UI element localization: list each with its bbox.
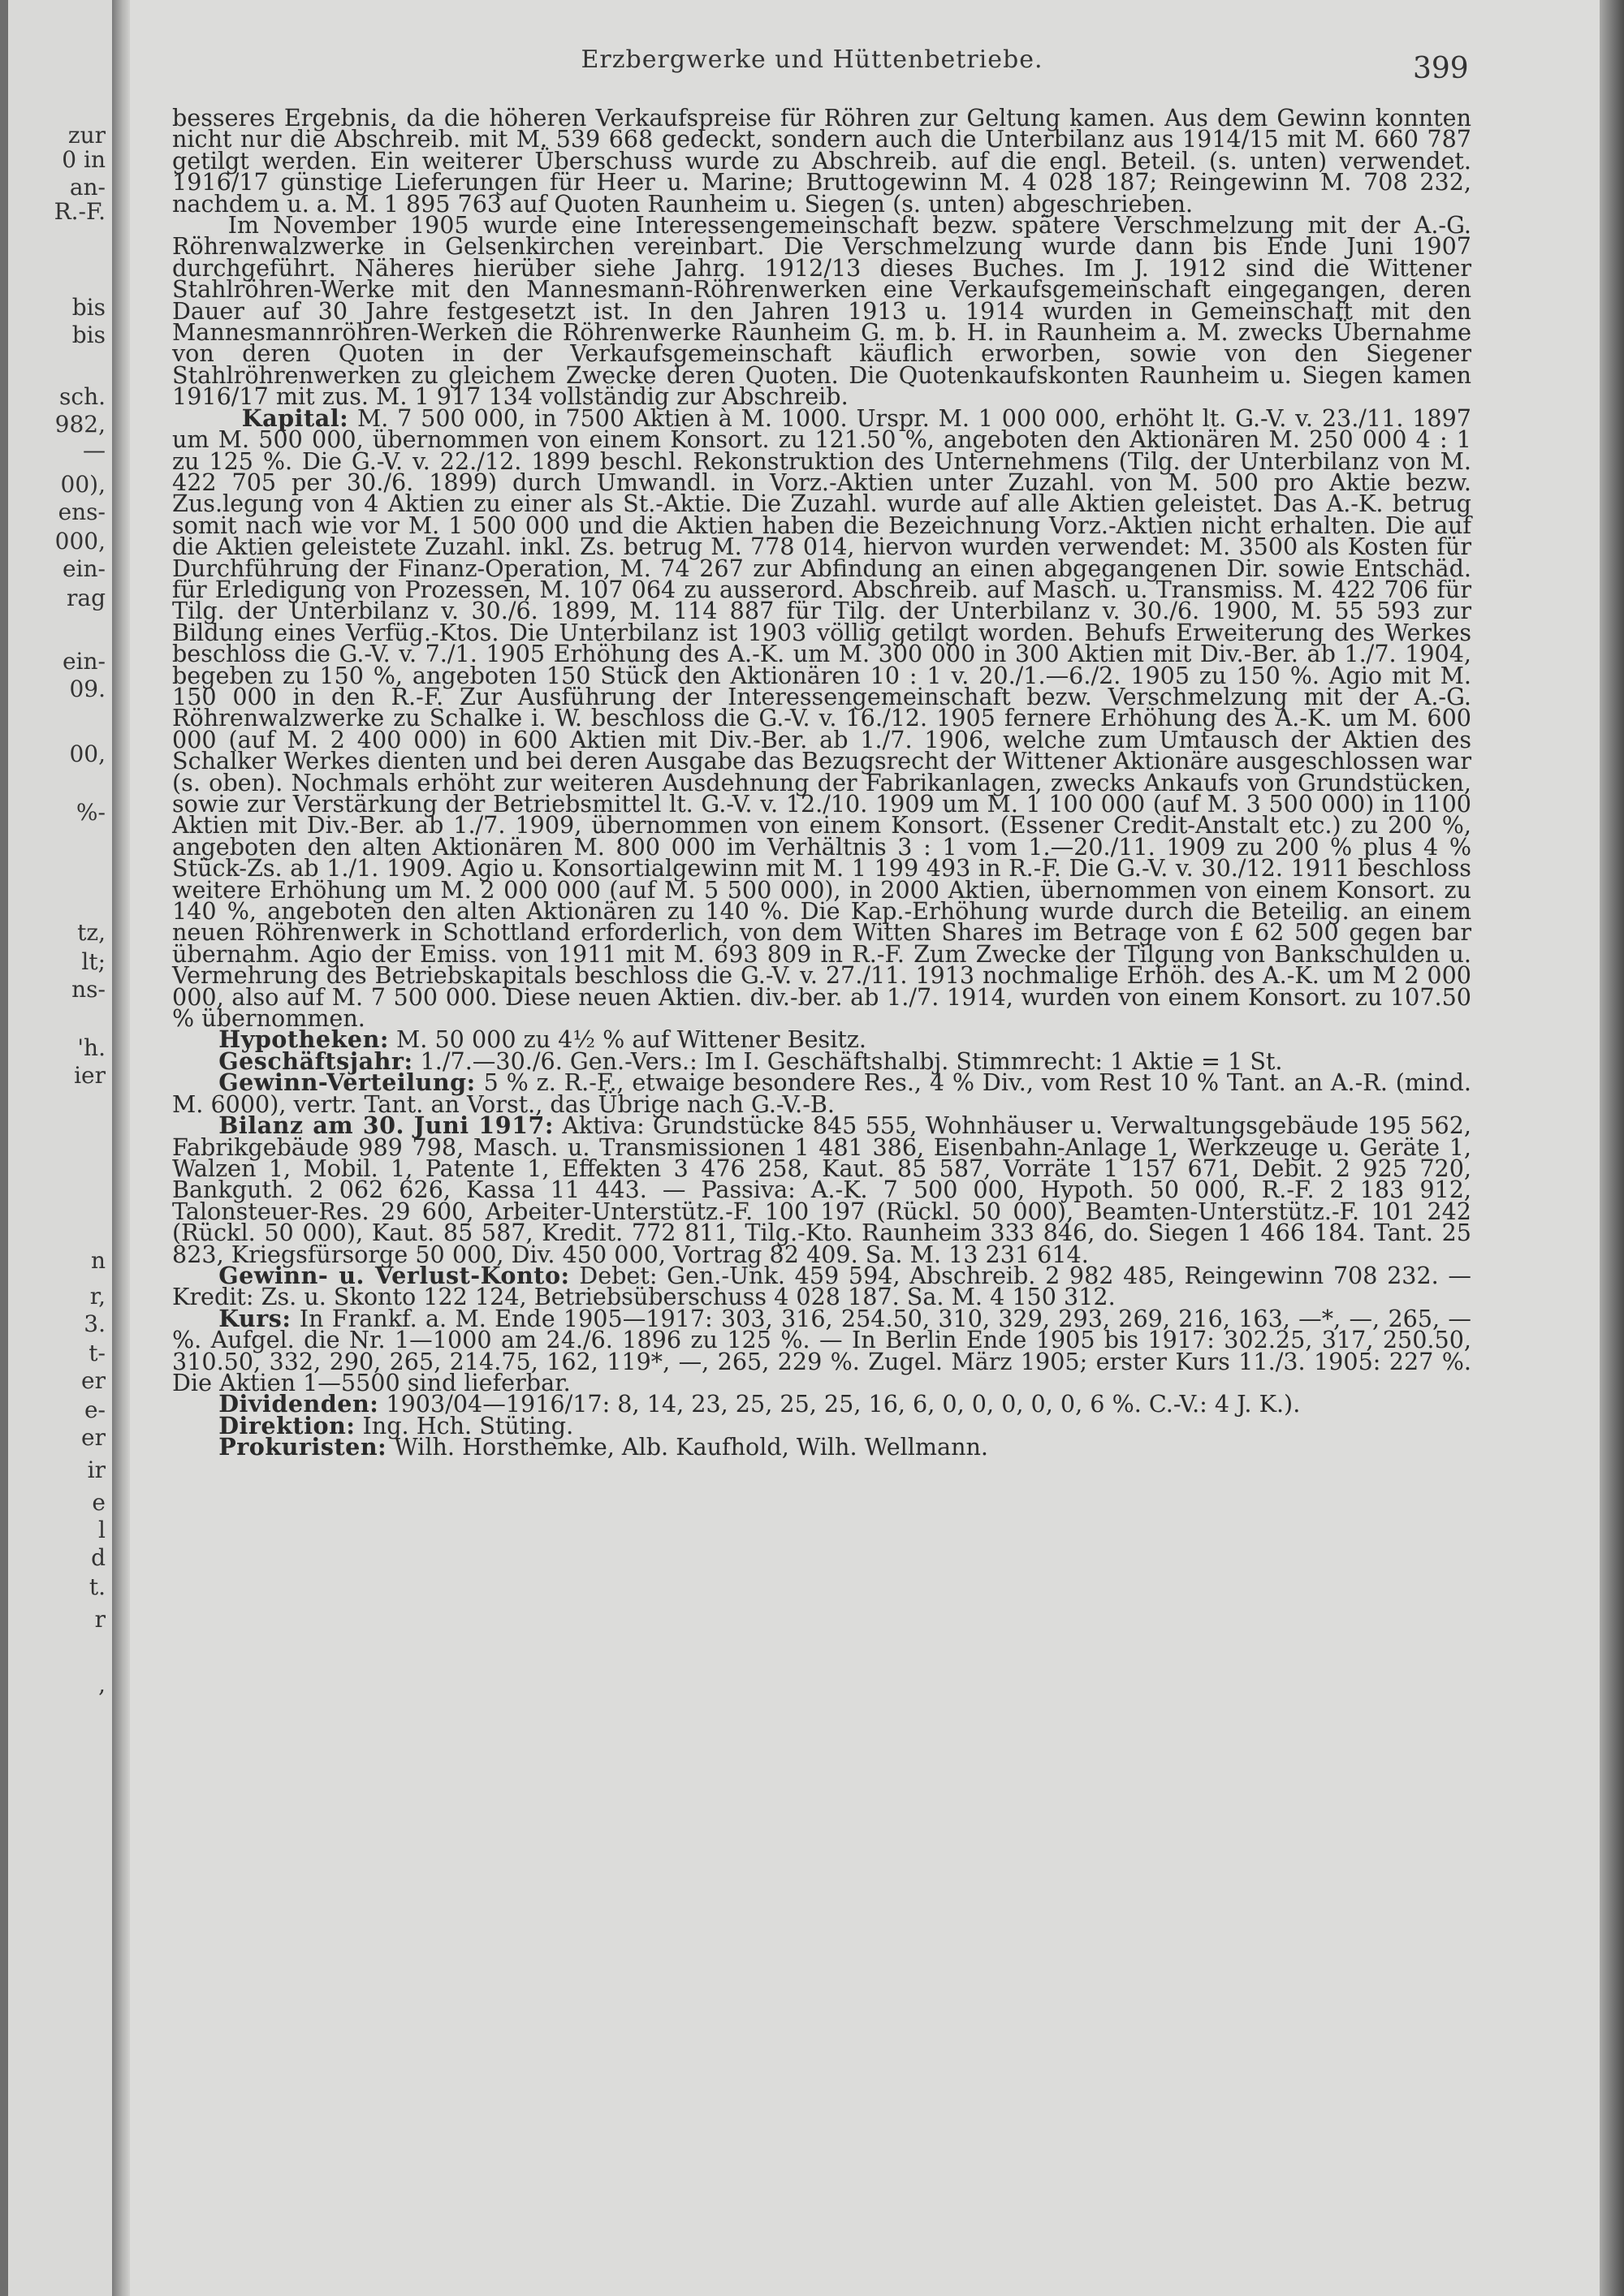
prev-page-fragment: er — [81, 1424, 106, 1451]
prev-page-fragment: — — [83, 437, 106, 464]
prev-page-fragment: zur — [67, 122, 106, 149]
prev-page-fragment: t- — [89, 1340, 106, 1366]
section-text: M. 50 000 zu 4½ % auf Wittener Besitz. — [396, 1025, 866, 1054]
prev-page-fragment: 00), — [60, 471, 106, 498]
prev-page-fragment: d — [91, 1544, 106, 1571]
prev-page-fragment: 'h. — [77, 1034, 106, 1061]
section-text: Debet: Gen.-Unk. 459 594, Abschreib. 2 982 485, Reingewinn 708 232. — Kredit: Zs. u. Skonto 122 124, Betriebsüberschuss 4 028 187. Sa. M. 4 150 312. — [172, 1261, 1471, 1311]
page-number: 399 — [1413, 52, 1469, 85]
section-text: In Frankf. a. M. Ende 1905—1917: 303, 316, 254.50, 310, 329, 293, 269, 216, 163, —*, —, 265, —%. Aufgel. die Nr. 1—1000 am 24./6. 1896 zu 125 %. — In Berlin Ende 1905 bis 1917: 302.25, 317, 250.50, 310.50, 332, 290, 265, 214.75, 162, 119*, —, 265, 229 %. Zugel. März 1905; erster Kurs 11./3. 1905: 227 %. Die Aktien 1—5500 sind lieferbar. — [172, 1304, 1472, 1396]
prev-page-fragment: rag — [66, 585, 106, 611]
section-label: Prokuristen: — [218, 1433, 387, 1461]
prev-page-fragment: r, — [89, 1283, 106, 1310]
section-label: Direktion: — [218, 1411, 356, 1439]
section-label: Gewinn-Verteilung: — [218, 1068, 476, 1097]
page-body — [172, 104, 1472, 1461]
scan-shadow-right — [1600, 0, 1624, 2296]
prev-page-fragment: %- — [76, 799, 106, 826]
previous-page-margin — [8, 0, 112, 2296]
prev-page-fragment: ein- — [62, 648, 106, 675]
prev-page-fragment: , — [98, 1671, 106, 1698]
prev-page-fragment: ns- — [71, 976, 106, 1003]
section-prokuristen — [172, 1433, 1471, 1461]
prev-page-fragment: 000, — [54, 528, 106, 555]
prev-page-fragment: 09. — [69, 675, 106, 702]
section-text: Aktiva: Grundstücke 845 555, Wohnhäuser u. Verwaltungsgebäude 195 562, Fabrikgebäude 989 798, Masch. u. Transmissionen 1 481 386, Eisenbahn-Anlage 1, Werkzeuge u. Geräte 1, Walzen 1, Mobil. 1, Patente 1, Effekten 3 476 258, Kaut. 85 587, Vorräte 1 157 671, Debit. 2 925 720, Bankguth. 2 062 626, Kassa 11 443. — Passiva: A.-K. 7 500 000, Hypoth. 50 000, R.-F. 2 183 912, Talonsteuer-Res. 29 600, Arbeiter-Unterstütz.-F. 100 197 (Rückl. 50 000), Beamten-Unterstütz.-F. 101 242 (Rückl. 50 000), Kaut. 85 587, Kredit. 772 811, Tilg.-Kto. Raunheim 333 846, do. Siegen 1 466 184. Tant. 25 823, Kriegsfürsorge 50 000, Div. 450 000, Vortrag 82 409. Sa. M. 13 231 614. — [172, 1111, 1472, 1268]
paragraph-text: Im November 1905 wurde eine Interessengemeinschaft bezw. spätere Verschmelzung mit der A.-G. Röhrenwalzwerke in Gelsenkirchen vereinbart. Die Verschmelzung wurde dann bis Ende Juni 1907 durchgeführt. Näheres hierüber siehe Jahrg. 1912/13 dieses Buches. Im J. 1912 sind die Wittener Stahlröhren-Werke mit den Mannesmann-Röhrenwerken eine Verkaufsgemeinschaft eingegangen, deren Dauer auf 30 Jahre festgesetzt ist. In den Jahren 1913 u. 1914 wurden in Gemeinschaft mit den Mannesmannröhren-Werken die Röhrenwerke Raunheim G. m. b. H. in Raunheim a. M. zwecks Übernahme von deren Quoten in der Verkaufsgemeinschaft käuflich erworben, sowie von den Siegener Stahlröhrenwerken zu gleichem Zwecke deren Quoten. Die Quotenkaufskonten Raunheim u. Siegen kamen 1916/17 mit zus. M. 1 917 134 vollständig zur Abschreib. — [172, 211, 1471, 411]
section-label: Dividenden: — [218, 1390, 379, 1418]
prev-page-fragment: tz, — [77, 919, 106, 946]
section-bilanz — [172, 1111, 1472, 1268]
prev-page-fragment: e- — [84, 1396, 106, 1423]
section-text: Ing. Hch. Stüting. — [362, 1411, 574, 1439]
prev-page-fragment: bis — [71, 322, 106, 348]
paragraph-text: besseres Ergebnis, da die höheren Verkaufspreise für Röhren zur Geltung kamen. Aus dem Gewinn konnten nicht nur die Abschreib. mit M. 539 668 gedeckt, sondern auch die Unterbilanz aus 1914/15 mit M. 660 787 getilgt werden. Ein weiterer Überschuss wurde zu Abschreib. auf die engl. Beteil. (s. unten) verwendet. 1916/17 günstige Lieferungen für Heer u. Marine; Bruttogewinn M. 4 028 187; Reingewinn M. 708 232, nachdem u. a. M. 1 895 763 auf Quoten Raunheim u. Siegen (s. unten) abgeschrieben. — [172, 104, 1471, 218]
prev-page-fragment: lt; — [81, 948, 106, 975]
scan-shadow-left — [0, 0, 8, 2296]
section-label: Hypotheken: — [218, 1025, 389, 1054]
prev-page-fragment: ein- — [62, 555, 106, 582]
paragraph-results — [172, 104, 1471, 218]
section-kurs — [172, 1304, 1472, 1396]
section-text: 1./7.—30./6. Gen.-Vers.: Im I. Geschäftshalbj. Stimmrecht: 1 Aktie = 1 St. — [420, 1047, 1283, 1075]
section-label: Bilanz am 30. Juni 1917: — [218, 1111, 554, 1140]
prev-page-fragment: 0 in — [62, 146, 106, 173]
section-text: M. 7 500 000, in 7500 Aktien à M. 1000. Urspr. M. 1 000 000, erhöht lt. G.-V. v. 23./11. 1897 um M. 500 000, übernommen von einem Konsort. zu 121.50 %, angeboten den Aktionären M. 250 000 4 : 1 zu 125 %. Die G.-V. v. 22./12. 1899 beschl. Rekonstruktion des Unternehmens (Tilg. der Unterbilanz von M. 422 705 per 30./6. 1899) durch Umwandl. in Vorz.-Aktien unter Zuzahl. von M. 500 pro Aktie bezw. Zus.legung von 4 Aktien zu einer als St.-Aktie. Die Zuzahl. wurde auf alle Aktien geleistet. Das A.-K. betrug somit nach wie vor M. 1 500 000 und die Aktien haben die Bezeichnung Vorz.-Aktien nicht erhalten. Die auf die Aktien geleistete Zuzahl. inkl. Zs. betrug M. 778 014, hiervon wurden verwendet: M. 3500 als Kosten für Durchführung der Finanz-Operation, M. 74 267 zur Abfindung an einen abgegangenen Dir. sowie Entschäd. für Erledigung von Prozessen, M. 107 064 zu ausserord. Abschreib. auf Masch. u. Transmiss. M. 422 706 für Tilg. der Unterbilanz v. 30./6. 1899, M. 114 887 für Tilg. der Unterbilanz v. 30./6. 1900, M. 55 593 zur Bildung eines Verfüg.-Ktos. Die Unterbilanz ist 1903 völlig getilgt worden. Behufs Erweiterung des Werkes beschloss die G.-V. v. 7./1. 1905 Erhöhung des A.-K. um M. 300 000 in 300 Aktien mit Div.-Ber. ab 1./7. 1904, begeben zu 150 %, angeboten 150 Stück den Aktionären 10 : 1 v. 20./1.—6./2. 1905 zu 150 %. Agio mit M. 150 000 in den R.-F. Zur Ausführung der Interessengemeinschaft bezw. Verschmelzung mit der A.-G. Röhrenwalzwerke zu Schalke i. W. beschloss die G.-V. v. 16./12. 1905 fernere Erhöhung des A.-K. um M. 600 000 (auf M. 2 400 000) in 600 Aktien mit Div.-Ber. ab 1./7. 1906, welche zum Umtausch der Aktien des Schalker Werkes dienten und bei deren Ausgabe das Bezugsrecht der Wittener Aktionäre ausgeschlossen war (s. oben). Nochmals erhöht zur weiteren Ausdehnung der Fabrikanlagen, zwecks Ankaufs von Grundstücken, sowie zur Verstärkung der Betriebsmittel lt. G.-V. v. 12./10. 1909 um M. 1 100 000 (auf M. 3 500 000) in 1100 Aktien mit Div.-Ber. ab 1./7. 1909, übernommen von einem Konsort. (Essener Credit-Anstalt etc.) zu 200 %, angeboten den alten Aktionären M. 800 000 im Verhältnis 3 : 1 vom 1.—20./11. 1909 zu 200 % plus 4 % Stück-Zs. ab 1./1. 1909. Agio u. Konsortialgewinn mit M. 1 199 493 in R.-F. Die G.-V. v. 30./12. 1911 beschloss weitere Erhöhung um M. 2 000 000 (auf M. 5 500 000), in 2000 Aktien, übernommen von einem Konsort. zu 140 %, angeboten den alten Aktionären zu 140 %. Die Kap.-Erhöhung wurde durch die Beteilig. an einem neuen Röhrenwerk in Schottland erforderlich, von dem Witten Shares im Betrage von £ 62 500 gegen bar übernahm. Agio der Emiss. von 1911 mit M. 693 809 in R.-F. Zum Zwecke der Tilgung von Bankschulden u. Vermehrung des Betriebskapitals beschloss die G.-V. v. 27./11. 1913 nochmalige Erhöh. des A.-K. um M 2 000 000, also auf M. 7 500 000. Diese neuen Aktien. div.-ber. ab 1./7. 1914, wurden von einem Konsort. zu 107.50 % übernommen. — [172, 404, 1471, 1033]
prev-page-fragment: ir — [87, 1457, 106, 1483]
section-label: Kapital: — [241, 404, 349, 432]
section-label: Kurs: — [218, 1304, 292, 1332]
prev-page-fragment: n — [90, 1247, 106, 1274]
section-gewinn-verteilung — [172, 1068, 1471, 1118]
prev-page-fragment: 982, — [54, 411, 106, 438]
prev-page-fragment: t. — [89, 1573, 106, 1600]
prev-page-fragment: sch. — [59, 383, 106, 410]
prev-page-fragment: er — [81, 1367, 106, 1394]
running-title: Erzbergwerke und Hüttenbetriebe. — [581, 45, 1043, 74]
prev-page-fragment: bis — [71, 294, 106, 321]
paragraph-history — [172, 211, 1471, 411]
section-text: Wilh. Horsthemke, Alb. Kaufhold, Wilh. Wellmann. — [394, 1433, 988, 1461]
prev-page-fragment: r — [94, 1606, 106, 1633]
prev-page-fragment: ens- — [58, 498, 106, 525]
section-kapital — [172, 404, 1471, 1033]
prev-page-fragment: ier — [74, 1062, 106, 1089]
prev-page-fragment: e — [92, 1489, 106, 1516]
prev-page-fragment: 00, — [69, 740, 106, 767]
book-gutter — [112, 0, 130, 2296]
prev-page-fragment: l — [98, 1517, 106, 1543]
section-label: Geschäftsjahr: — [218, 1047, 413, 1075]
prev-page-fragment: R.-F. — [54, 198, 106, 225]
section-text: 1903/04—1916/17: 8, 14, 23, 25, 25, 25, 16, 6, 0, 0, 0, 0, 0, 6 %. C.-V.: 4 J. K.). — [386, 1390, 1301, 1418]
section-gewinn-verlust — [172, 1261, 1471, 1311]
prev-page-fragment: 3. — [84, 1310, 106, 1337]
prev-page-fragment: an- — [69, 174, 106, 201]
section-label: Gewinn- u. Verlust-Konto: — [218, 1261, 570, 1289]
section-text: 5 % z. R.-F., etwaige besondere Res., 4 % Div., vom Rest 10 % Tant. an A.-R. (mind. M. 6000), vertr. Tant. an Vorst., das Übrige nach G.-V.-B. — [172, 1068, 1471, 1118]
